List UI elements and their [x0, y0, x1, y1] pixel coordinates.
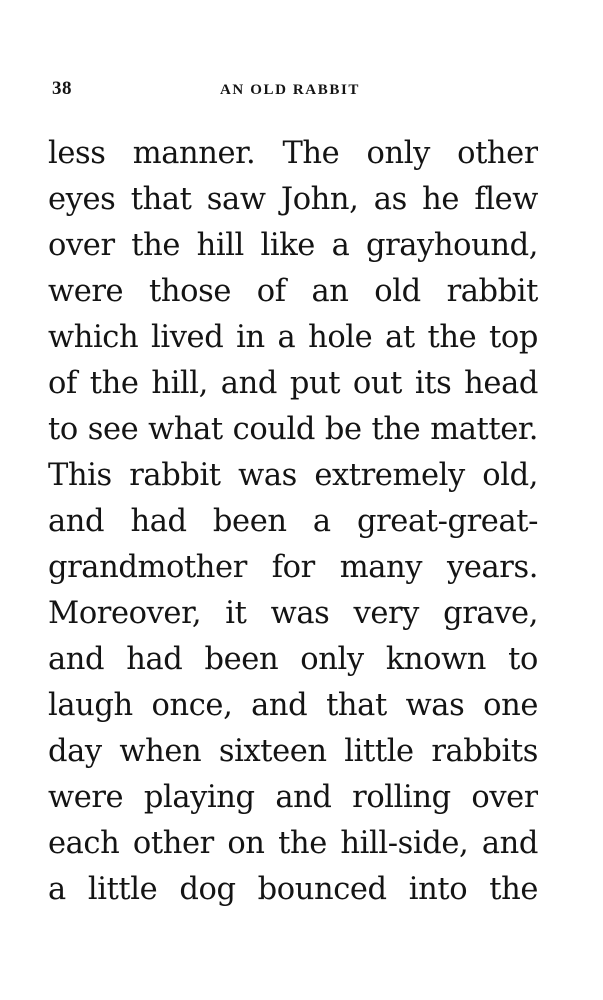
running-header	[52, 78, 538, 102]
body-text	[48, 131, 538, 913]
page-number: 38	[52, 78, 72, 99]
text-line: laugh once, and that was one	[48, 688, 538, 723]
text-line: were those of an old rabbit	[48, 274, 538, 309]
text-line: grandmother for many years.	[48, 550, 538, 585]
text-line: less manner. The only other	[48, 136, 538, 171]
running-title: AN OLD RABBIT	[220, 82, 360, 98]
text-line: a little dog bounced into the	[48, 872, 538, 907]
text-line: were playing and rolling over	[48, 780, 538, 815]
text-line: to see what could be the matter.	[48, 412, 538, 447]
text-line: This rabbit was extremely old,	[48, 458, 538, 493]
text-line: eyes that saw John, as he flew	[48, 182, 538, 217]
text-line: each other on the hill-side, and	[48, 826, 538, 861]
text-line: of the hill, and put out its head	[48, 366, 538, 401]
text-line: and had been a great-great-	[48, 504, 538, 539]
text-line: day when sixteen little rabbits	[48, 734, 538, 769]
text-line: Moreover, it was very grave,	[48, 596, 538, 631]
text-line: which lived in a hole at the top	[48, 320, 538, 355]
text-line: over the hill like a grayhound,	[48, 228, 538, 263]
text-line: and had been only known to	[48, 642, 538, 677]
